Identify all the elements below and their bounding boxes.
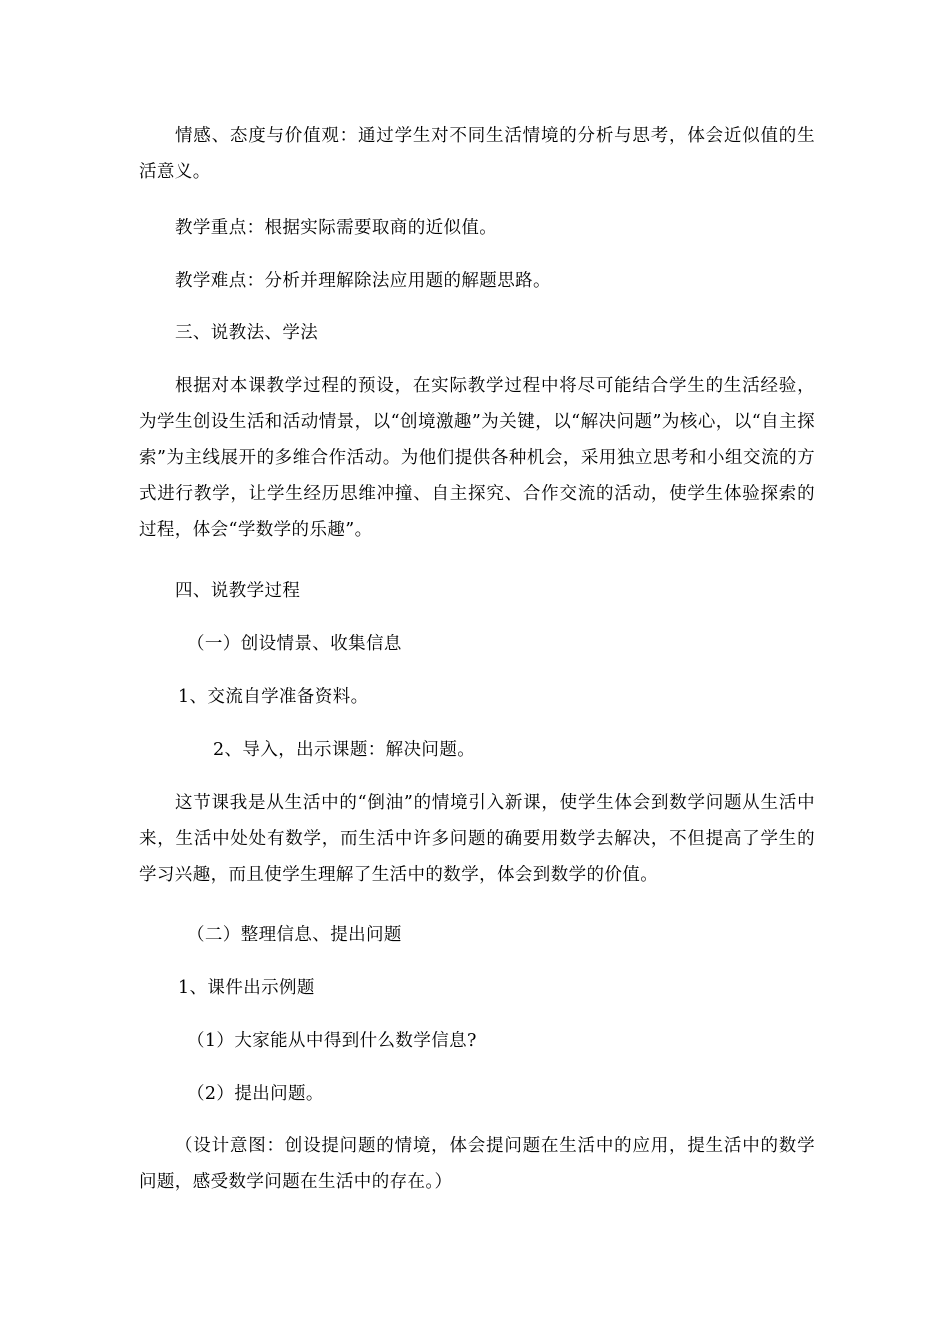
section-heading-teaching-process: 四、说教学过程 bbox=[175, 581, 301, 601]
list-item-introduce-topic: 2、导入，出示课题：解决问题。 bbox=[213, 740, 476, 760]
subsection-heading-organize-info: （二）整理信息、提出问题 bbox=[187, 925, 402, 945]
paragraph-design-intent: （设计意图：创设提问题的情境，体会提问题在生活中的应用，提生活中的数学问题，感受数学问题在生活中的存在。） bbox=[139, 1136, 815, 1192]
paragraph-emotion-attitude-values: 情感、态度与价值观：通过学生对不同生活情境的分析与思考，体会近似值的生活意义。 bbox=[139, 126, 815, 182]
list-item-question-2: （2）提出问题。 bbox=[187, 1084, 324, 1104]
list-item-show-example: 1、课件出示例题 bbox=[178, 978, 315, 998]
section-heading-methods: 三、说教法、学法 bbox=[175, 323, 319, 343]
paragraph-teaching-focus: 教学重点：根据实际需要取商的近似值。 bbox=[175, 218, 498, 238]
list-item-exchange-materials: 1、交流自学准备资料。 bbox=[178, 687, 369, 707]
list-item-question-1: （1）大家能从中得到什么数学信息? bbox=[187, 1031, 477, 1051]
paragraph-teaching-difficulty: 教学难点：分析并理解除法应用题的解题思路。 bbox=[175, 271, 551, 291]
paragraph-methods-description: 根据对本课教学过程的预设，在实际教学过程中将尽可能结合学生的生活经验，为学生创设生活和活动情景，以“创境激趣”为关键，以“解决问题”为核心，以“自主探索”为主线展开的多维合作活动。为他们提供各种机会，采用独立思考和小组交流的方式进行教学，让学生经历思维冲撞、自主探究、合作交流的活动，使学生体验探索的过程，体会“学数学的乐趣”。 bbox=[139, 376, 815, 540]
subsection-heading-create-scenario: （一）创设情景、收集信息 bbox=[187, 634, 402, 654]
paragraph-lesson-introduction: 这节课我是从生活中的“倒油”的情境引入新课，使学生体会到数学问题从生活中来，生活中处处有数学，而生活中许多问题的确要用数学去解决，不但提高了学生的学习兴趣，而且使学生理解了生活中的数学，体会到数学的价值。 bbox=[139, 793, 815, 885]
